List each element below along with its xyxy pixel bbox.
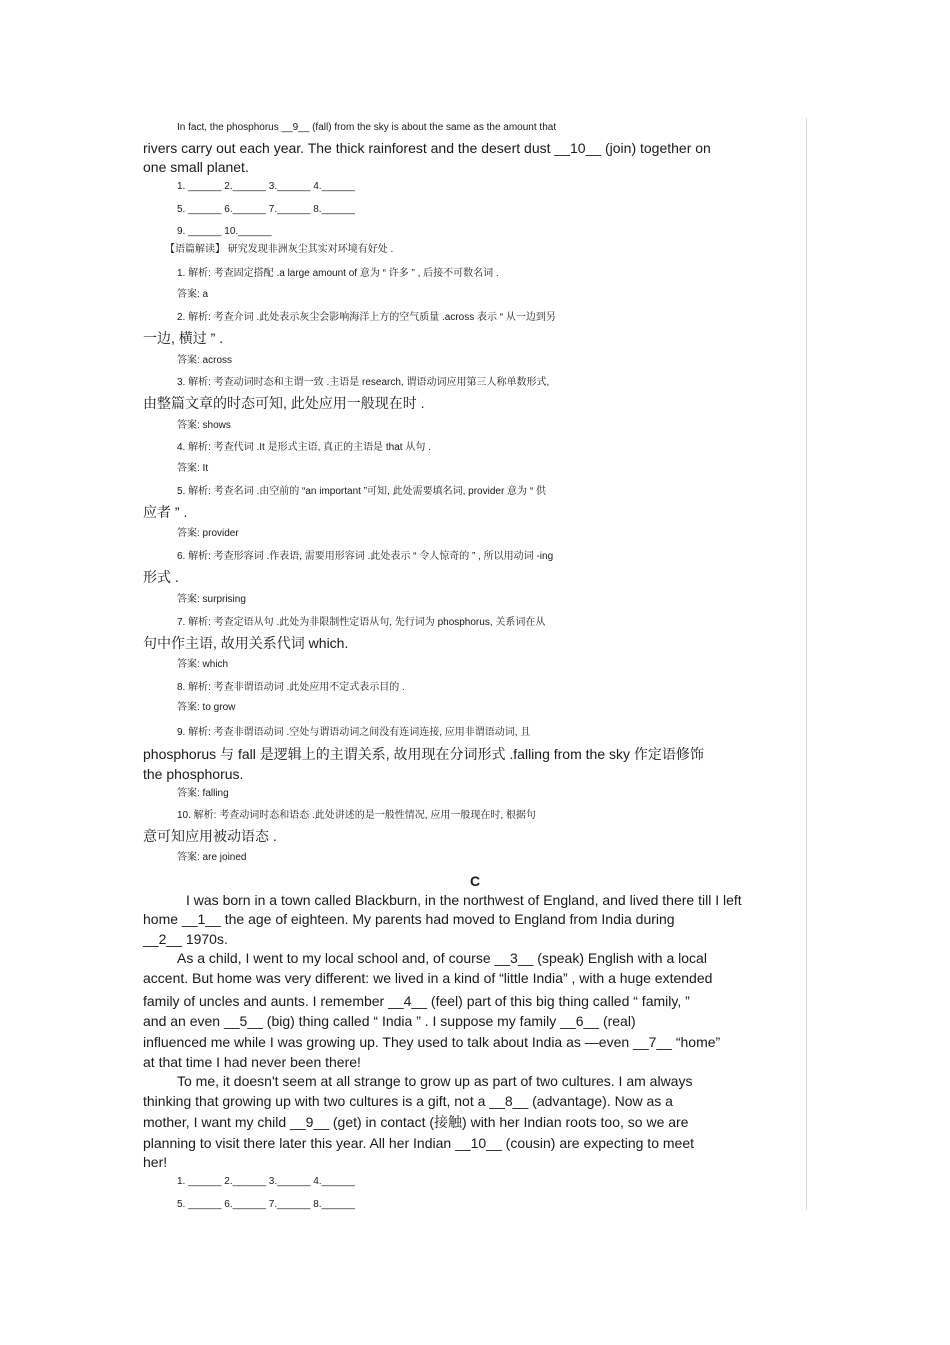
passage-line: and an even __5__ (big) thing called “ India ” . I suppose my family __6__ (real) [143,1013,636,1029]
passage-line: As a child, I went to my local school and, of course __3__ (speak) English with a local [177,950,707,966]
answer-line: 答案: surprising [177,594,246,605]
passage-line: __2__ 1970s. [143,931,228,947]
analysis-line: 5. 解析: 考查名词 .由空前的 “an important ”可知, 此处需要填名词, provider 意为 “ 供 [177,486,546,497]
analysis-line: 9. 解析: 考查非谓语动词 .空处与谓语动词之间没有连词连接, 应用非谓语动词, 且 [177,727,531,738]
answer-line: 答案: It [177,463,209,474]
analysis-line: 2. 解析: 考查介词 .此处表示灰尘会影响海洋上方的空气质量 .across 表示 “ 从一边到另 [177,312,556,323]
analysis-line: 4. 解析: 考查代词 .It 是形式主语, 真正的主语是 that 从句 . [177,442,431,453]
passage-line: at that time I had never been there! [143,1054,361,1070]
passage-line: mother, I want my child __9__ (get) in contact (接触) with her Indian roots too, so we are [143,1114,689,1130]
answer-line: 答案: to grow [177,702,236,713]
analysis-line: 1. 解析: 考查固定搭配 .a large amount of 意为 “ 许多 ” , 后接不可数名词 . [177,268,499,279]
passage-line: I was born in a town called Blackburn, in the northwest of England, and lived there till I left [186,892,742,908]
passage-line: accent. But home was very different: we lived in a kind of “little India” , with a huge extended [143,970,713,986]
answer-line: 答案: provider [177,528,239,539]
answer-line: 答案: shows [177,420,231,431]
analysis-line: 一边, 横过 ” . [143,330,224,346]
answer-line: 答案: falling [177,788,229,799]
passage-line: To me, it doesn't seem at all strange to grow up as part of two cultures. I am always [177,1073,693,1089]
answer-blanks: 1. ______ 2.______ 3.______ 4.______ [177,1176,355,1187]
passage-line: rivers carry out each year. The thick rainforest and the desert dust __10__ (join) together on [143,140,711,156]
passage-line: one small planet. [143,159,249,175]
passage-line: influenced me while I was growing up. They used to talk about India as —even __7__ “home” [143,1034,721,1050]
analysis-line: 形式 . [143,569,179,585]
passage-line: her! [143,1154,168,1170]
analysis-line: 句中作主语, 故用关系代词 which. [143,635,349,651]
passage-line: In fact, the phosphorus __9__ (fall) from the sky is about the same as the amount that [177,122,557,133]
analysis-line: phosphorus 与 fall 是逻辑上的主谓关系, 故用现在分词形式 .falling from the sky 作定语修饰 [143,746,704,762]
section-title: C [469,873,481,889]
passage-line: thinking that growing up with two cultures is a gift, not a __8__ (advantage). Now as a [143,1093,673,1109]
answer-blanks: 1. ______ 2.______ 3.______ 4.______ [177,181,355,192]
analysis-line: 10. 解析: 考查动词时态和语态 .此处讲述的是一般性情况, 应用一般现在时, 根据句 [177,810,536,821]
answer-line: 答案: are joined [177,852,247,863]
answer-blanks: 9. ______ 10.______ [177,226,272,237]
analysis-line: 3. 解析: 考查动词时态和主谓一致 .主语是 research, 谓语动词应用第三人称单数形式, [177,377,550,388]
analysis-line: 6. 解析: 考查形容词 .作表语, 需要用形容词 .此处表示 “ 令人惊奇的 ” , 所以用动词 -ing [177,551,554,562]
answer-line: 答案: a [177,289,209,300]
analysis-line: the phosphorus. [143,766,244,782]
analysis-line: 8. 解析: 考查非谓语动词 .此处应用不定式表示目的 . [177,682,405,693]
answer-blanks: 5. ______ 6.______ 7.______ 8.______ [177,204,355,215]
passage-line: family of uncles and aunts. I remember __4__ (feel) part of this big thing called “ family, ” [143,993,690,1009]
answer-blanks: 5. ______ 6.______ 7.______ 8.______ [177,1199,355,1210]
interpretation: 【语篇解读】 研究发现非洲灰尘其实对环境有好处 . [165,244,394,255]
analysis-line: 7. 解析: 考查定语从句 .此处为非限制性定语从句, 先行词为 phosphorus, 关系词在从 [177,617,546,628]
analysis-line: 意可知应用被动语态 . [143,828,277,844]
passage-line: planning to visit there later this year. All her Indian __10__ (cousin) are expecting to meet [143,1135,694,1151]
answer-line: 答案: across [177,355,233,366]
passage-line: home __1__ the age of eighteen. My parents had moved to England from India during [143,911,675,927]
analysis-line: 应者 ” . [143,504,188,520]
analysis-line: 由整篇文章的时态可知, 此处应用一般现在时 . [143,395,425,411]
answer-line: 答案: which [177,659,229,670]
